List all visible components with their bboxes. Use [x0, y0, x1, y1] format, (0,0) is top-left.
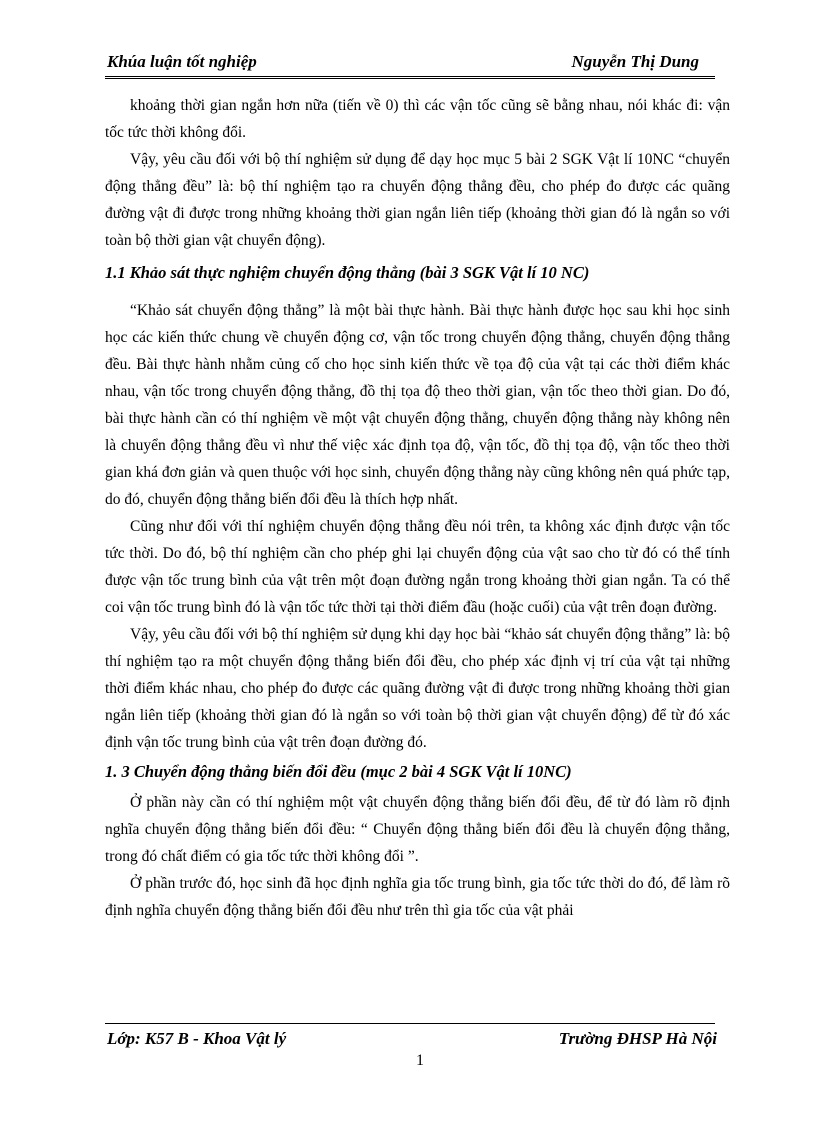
page-footer [105, 1027, 717, 1051]
footer-class: Lớp: K57 B - Khoa Vật lý [107, 1029, 287, 1048]
paragraph-4: Cũng như đối với thí nghiệm chuyển động thẳng đều nói trên, ta không xác định được vận tốc tức thời. Do đó, bộ thí nghiệm cần cho phép ghi lại chuyển động của vật sao cho từ đó có thể tính được vận tốc trung bình của vật trên một đoạn đường ngắn trong khoảng thời gian ngắn. Ta có thể coi vận tốc trung bình đó là vận tốc tức thời tại thời điểm đầu (hoặc cuối) của vật trên đoạn đường. [105, 518, 730, 616]
page-header [105, 50, 715, 79]
page-number: 1 [416, 1052, 424, 1069]
paragraph-6: Ở phần này cần có thí nghiệm một vật chuyển động thẳng biến đổi đều, để từ đó làm rõ định nghĩa chuyển động thẳng biến đổi đều: “ Chuyển động thẳng biến đổi đều là chuyển động thẳng, trong đó chất điểm có gia tốc tức thời không đổi ”. [105, 794, 730, 865]
section-heading-1-3: 1. 3 Chuyển động thẳng biến đổi đều (mục 2 bài 4 SGK Vật lí 10NC) [105, 762, 572, 781]
footer-divider [105, 1023, 715, 1024]
paragraph-5: Vậy, yêu cầu đối với bộ thí nghiệm sử dụng khi dạy học bài “khảo sát chuyển động thẳng” là: bộ thí nghiệm tạo ra một chuyển động thẳng biến đổi đều, cho phép xác định vị trí của vật tại những thời điểm khác nhau, cho phép đo được các quãng đường vật đi được trong những khoảng thời gian ngắn liên tiếp (khoảng thời gian đó là ngắn so với toàn bộ thời gian vật chuyển động) để từ đó xác định vận tốc trung bình của vật trên đoạn đường đó. [105, 626, 730, 751]
document-body [105, 92, 730, 924]
paragraph-7: Ở phần trước đó, học sinh đã học định nghĩa gia tốc trung bình, gia tốc tức thời do đó, để làm rõ định nghĩa chuyển động thẳng biến đổi đều như trên thì gia tốc của vật phải [105, 875, 730, 919]
paragraph-1: khoảng thời gian ngắn hơn nữa (tiến về 0) thì các vận tốc cũng sẽ bằng nhau, nói khác đi: vận tốc tức thời không đổi. [105, 97, 730, 141]
paragraph-2: Vậy, yêu cầu đối với bộ thí nghiệm sử dụng để dạy học mục 5 bài 2 SGK Vật lí 10NC “chuyển động thẳng đều” là: bộ thí nghiệm tạo ra chuyển động thẳng đều, cho phép đo được các quãng đường vật đi được trong những khoảng thời gian ngắn liên tiếp (khoảng thời gian đó là ngắn so với toàn bộ thời gian vật chuyển động). [105, 151, 730, 249]
header-thesis-title: Khúa luận tốt nghiệp [107, 52, 257, 71]
header-author: Nguyễn Thị Dung [571, 52, 699, 71]
footer-university: Trường ĐHSP Hà Nội [558, 1029, 717, 1048]
section-heading-1-1: 1.1 Khảo sát thực nghiệm chuyển động thẳng (bài 3 SGK Vật lí 10 NC) [105, 263, 590, 282]
paragraph-3: “Khảo sát chuyển động thẳng” là một bài thực hành. Bài thực hành được học sau khi học sinh học các kiến thức chung về chuyển động cơ, vận tốc trong chuyển động thẳng, chuyển động thẳng đều. Bài thực hành nhằm củng cố cho học sinh kiến thức về tọa độ của vật tại các thời điểm khác nhau, vận tốc trong chuyển động thẳng, đồ thị tọa độ theo thời gian, vận tốc theo thời gian. Do đó, bài thực hành cần có thí nghiệm về một vật chuyển động thẳng, chuyển động thẳng này không nên là chuyển động thẳng đều vì như thế việc xác định tọa độ, vận tốc, đồ thị tọa độ, vận tốc theo thời gian khá đơn giản và quen thuộc với học sinh, chuyển động thẳng này cũng không nên quá phức tạp, do đó, chuyển động thẳng biến đổi đều là thích hợp nhất. [105, 302, 730, 508]
